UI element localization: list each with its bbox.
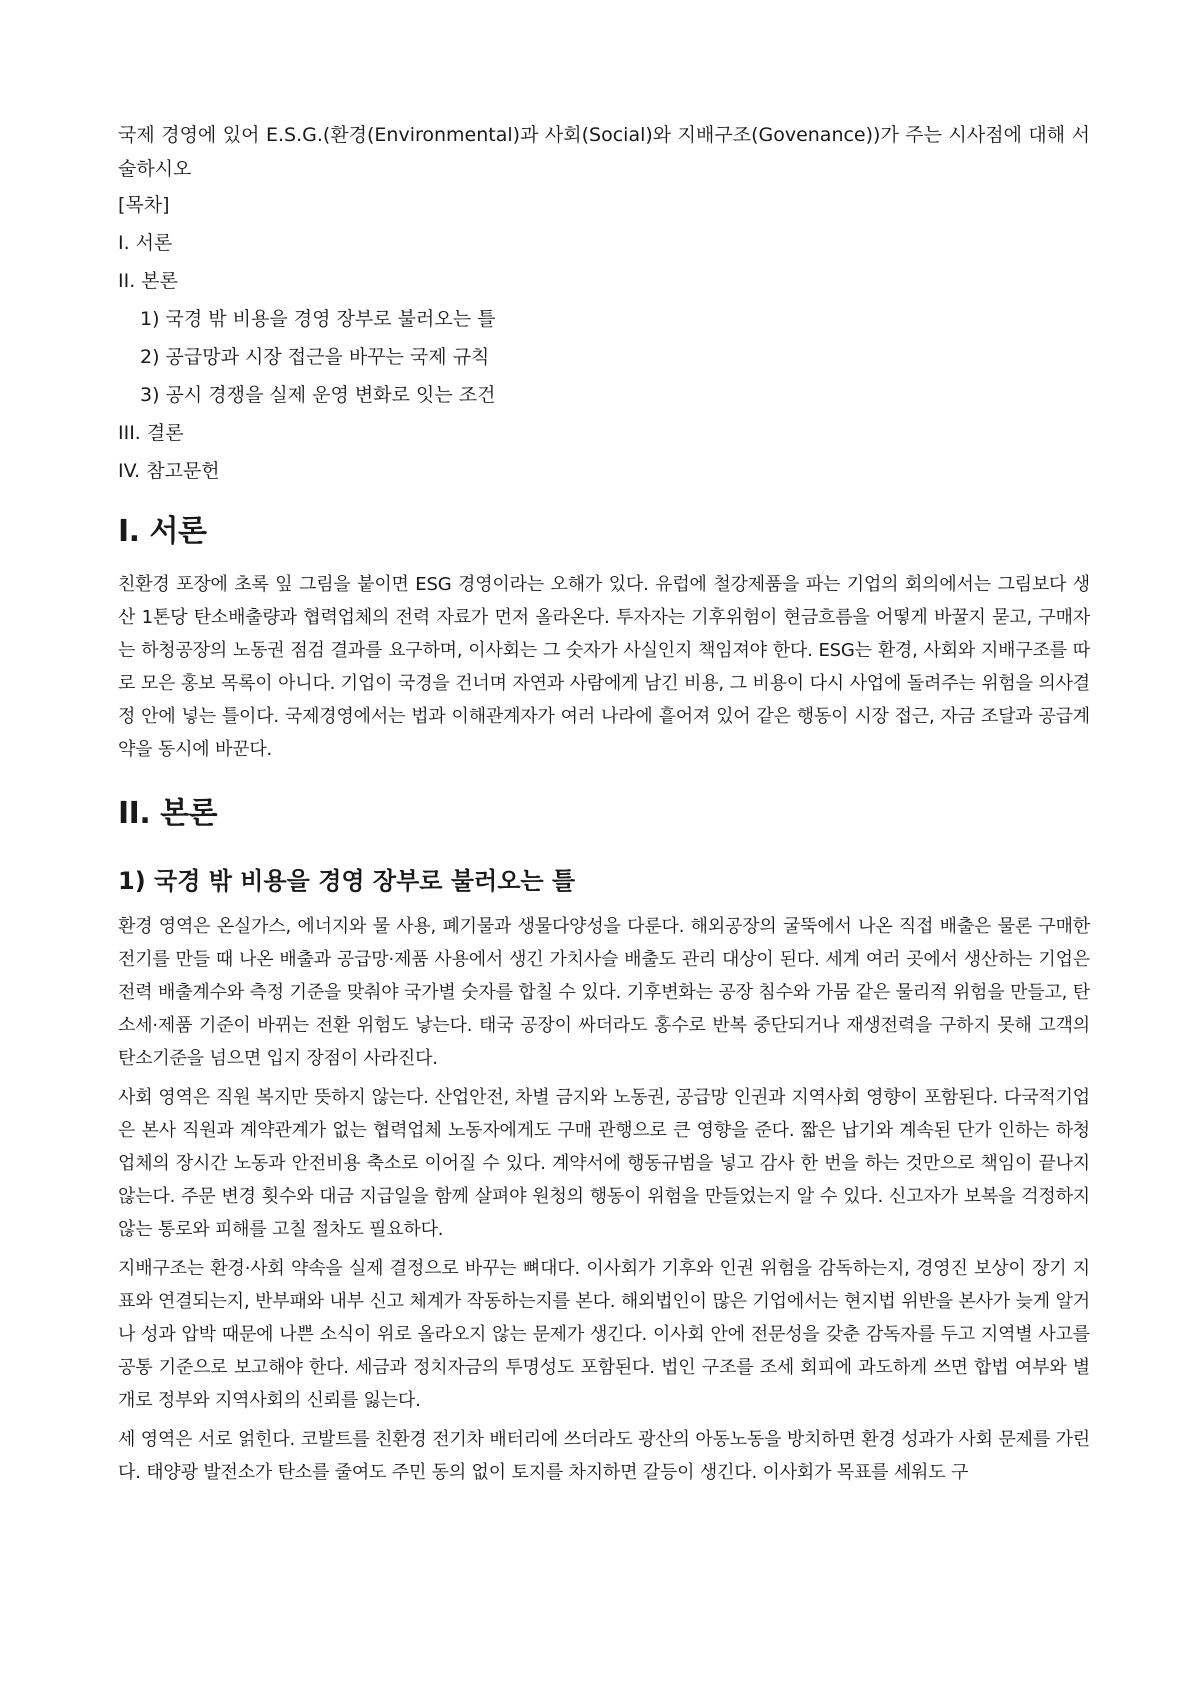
toc-subitem-2: 2) 공급망과 시장 접근을 바꾸는 국제 규칙 [140, 346, 490, 368]
intro-heading: I. 서론 [118, 514, 207, 549]
section1-heading: 1) 국경 밖 비용을 경영 장부로 불러오는 틀 [118, 867, 576, 895]
toc-item-intro: I. 서론 [118, 232, 173, 254]
table-of-contents [118, 192, 1090, 484]
toc-item-conclusion: III. 결론 [118, 422, 184, 444]
toc-item-references: IV. 참고문헌 [118, 460, 220, 482]
section1-paragraph-environment: 환경 영역은 온실가스, 에너지와 물 사용, 폐기물과 생물다양성을 다룬다. 해외공장의 굴뚝에서 나온 직접 배출은 물론 구매한 전기를 만들 때 나온 배출과 공급망·제품 사용에서 생긴 가치사슬 배출도 관리 대상이 된다. 세계 여러 곳에서 생산하는 기업은 전력 배출계수와 측정 기준을 맞춰야 국가별 숫자를 합칠 수 있다. 기후변화는 공장 침수와 가뭄 같은 물리적 위험을 만들고, 탄소세·제품 기준이 바뀌는 전환 위험도 낳는다. 태국 공장이 싸더라도 홍수로 반복 중단되거나 재생전력을 구하지 못해 고객의 탄소기준을 넘으면 입지 장점이 사라진다. [118, 916, 1090, 1069]
body-heading: II. 본론 [118, 796, 218, 831]
toc-item-body: II. 본론 [118, 270, 178, 292]
assignment-question: 국제 경영에 있어 E.S.G.(환경(Environmental)과 사회(Social)와 지배구조(Govenance))가 주는 시사점에 대해 서술하시오 [118, 124, 1090, 180]
toc-subitem-1: 1) 국경 밖 비용을 경영 장부로 불러오는 틀 [140, 308, 496, 330]
intro-paragraph: 친환경 포장에 초록 잎 그림을 붙이면 ESG 경영이라는 오해가 있다. 유럽에 철강제품을 파는 기업의 회의에서는 그림보다 생산 1톤당 탄소배출량과 협력업체의 전력 자료가 먼저 올라온다. 투자자는 기후위험이 현금흐름을 어떻게 바꿀지 묻고, 구매자는 하청공장의 노동권 점검 결과를 요구하며, 이사회는 그 숫자가 사실인지 책임져야 한다. ESG는 환경, 사회와 지배구조를 따로 모은 홍보 목록이 아니다. 기업이 국경을 건너며 자연과 사람에게 남긴 비용, 그 비용이 다시 사업에 돌려주는 위험을 의사결정 안에 넣는 틀이다. 국제경영에서는 법과 이해관계자가 여러 나라에 흩어져 있어 같은 행동이 시장 접근, 자금 조달과 공급계약을 동시에 바꾼다. [118, 574, 1090, 760]
section1-paragraph-governance: 지배구조는 환경·사회 약속을 실제 결정으로 바꾸는 뼈대다. 이사회가 기후와 인권 위험을 감독하는지, 경영진 보상이 장기 지표와 연결되는지, 반부패와 내부 신고 체계가 작동하는지를 본다. 해외법인이 많은 기업에서는 현지법 위반을 본사가 늦게 알거나 성과 압박 때문에 나쁜 소식이 위로 올라오지 않는 문제가 생긴다. 이사회 안에 전문성을 갖춘 감독자를 두고 지역별 사고를 공통 기준으로 보고해야 한다. 세금과 정치자금의 투명성도 포함된다. 법인 구조를 조세 회피에 과도하게 쓰면 합법 여부와 별개로 정부와 지역사회의 신뢰를 잃는다. [118, 1258, 1090, 1411]
toc-subitem-3: 3) 공시 경쟁을 실제 운영 변화로 잇는 조건 [140, 384, 496, 406]
section1-paragraph-social: 사회 영역은 직원 복지만 뜻하지 않는다. 산업안전, 차별 금지와 노동권, 공급망 인권과 지역사회 영향이 포함된다. 다국적기업은 본사 직원과 계약관계가 없는 협력업체 노동자에게도 구매 관행으로 큰 영향을 준다. 짧은 납기와 계속된 단가 인하는 하청업체의 장시간 노동과 안전비용 축소로 이어질 수 있다. 계약서에 행동규범을 넣고 감사 한 번을 하는 것만으로 책임이 끝나지 않는다. 주문 변경 횟수와 대금 지급일을 함께 살펴야 원청의 행동이 위험을 만들었는지 알 수 있다. 신고자가 보복을 걱정하지 않는 통로와 피해를 고칠 절차도 필요하다. [118, 1087, 1090, 1240]
document-page [118, 118, 1090, 1495]
section1-paragraph-interlinked: 세 영역은 서로 얽힌다. 코발트를 친환경 전기차 배터리에 쓰더라도 광산의 아동노동을 방치하면 환경 성과가 사회 문제를 가린다. 태양광 발전소가 탄소를 줄여도 주민 동의 없이 토지를 차지하면 갈등이 생긴다. 이사회가 목표를 세워도 구 [118, 1429, 1090, 1483]
toc-heading: [목차] [118, 194, 170, 216]
